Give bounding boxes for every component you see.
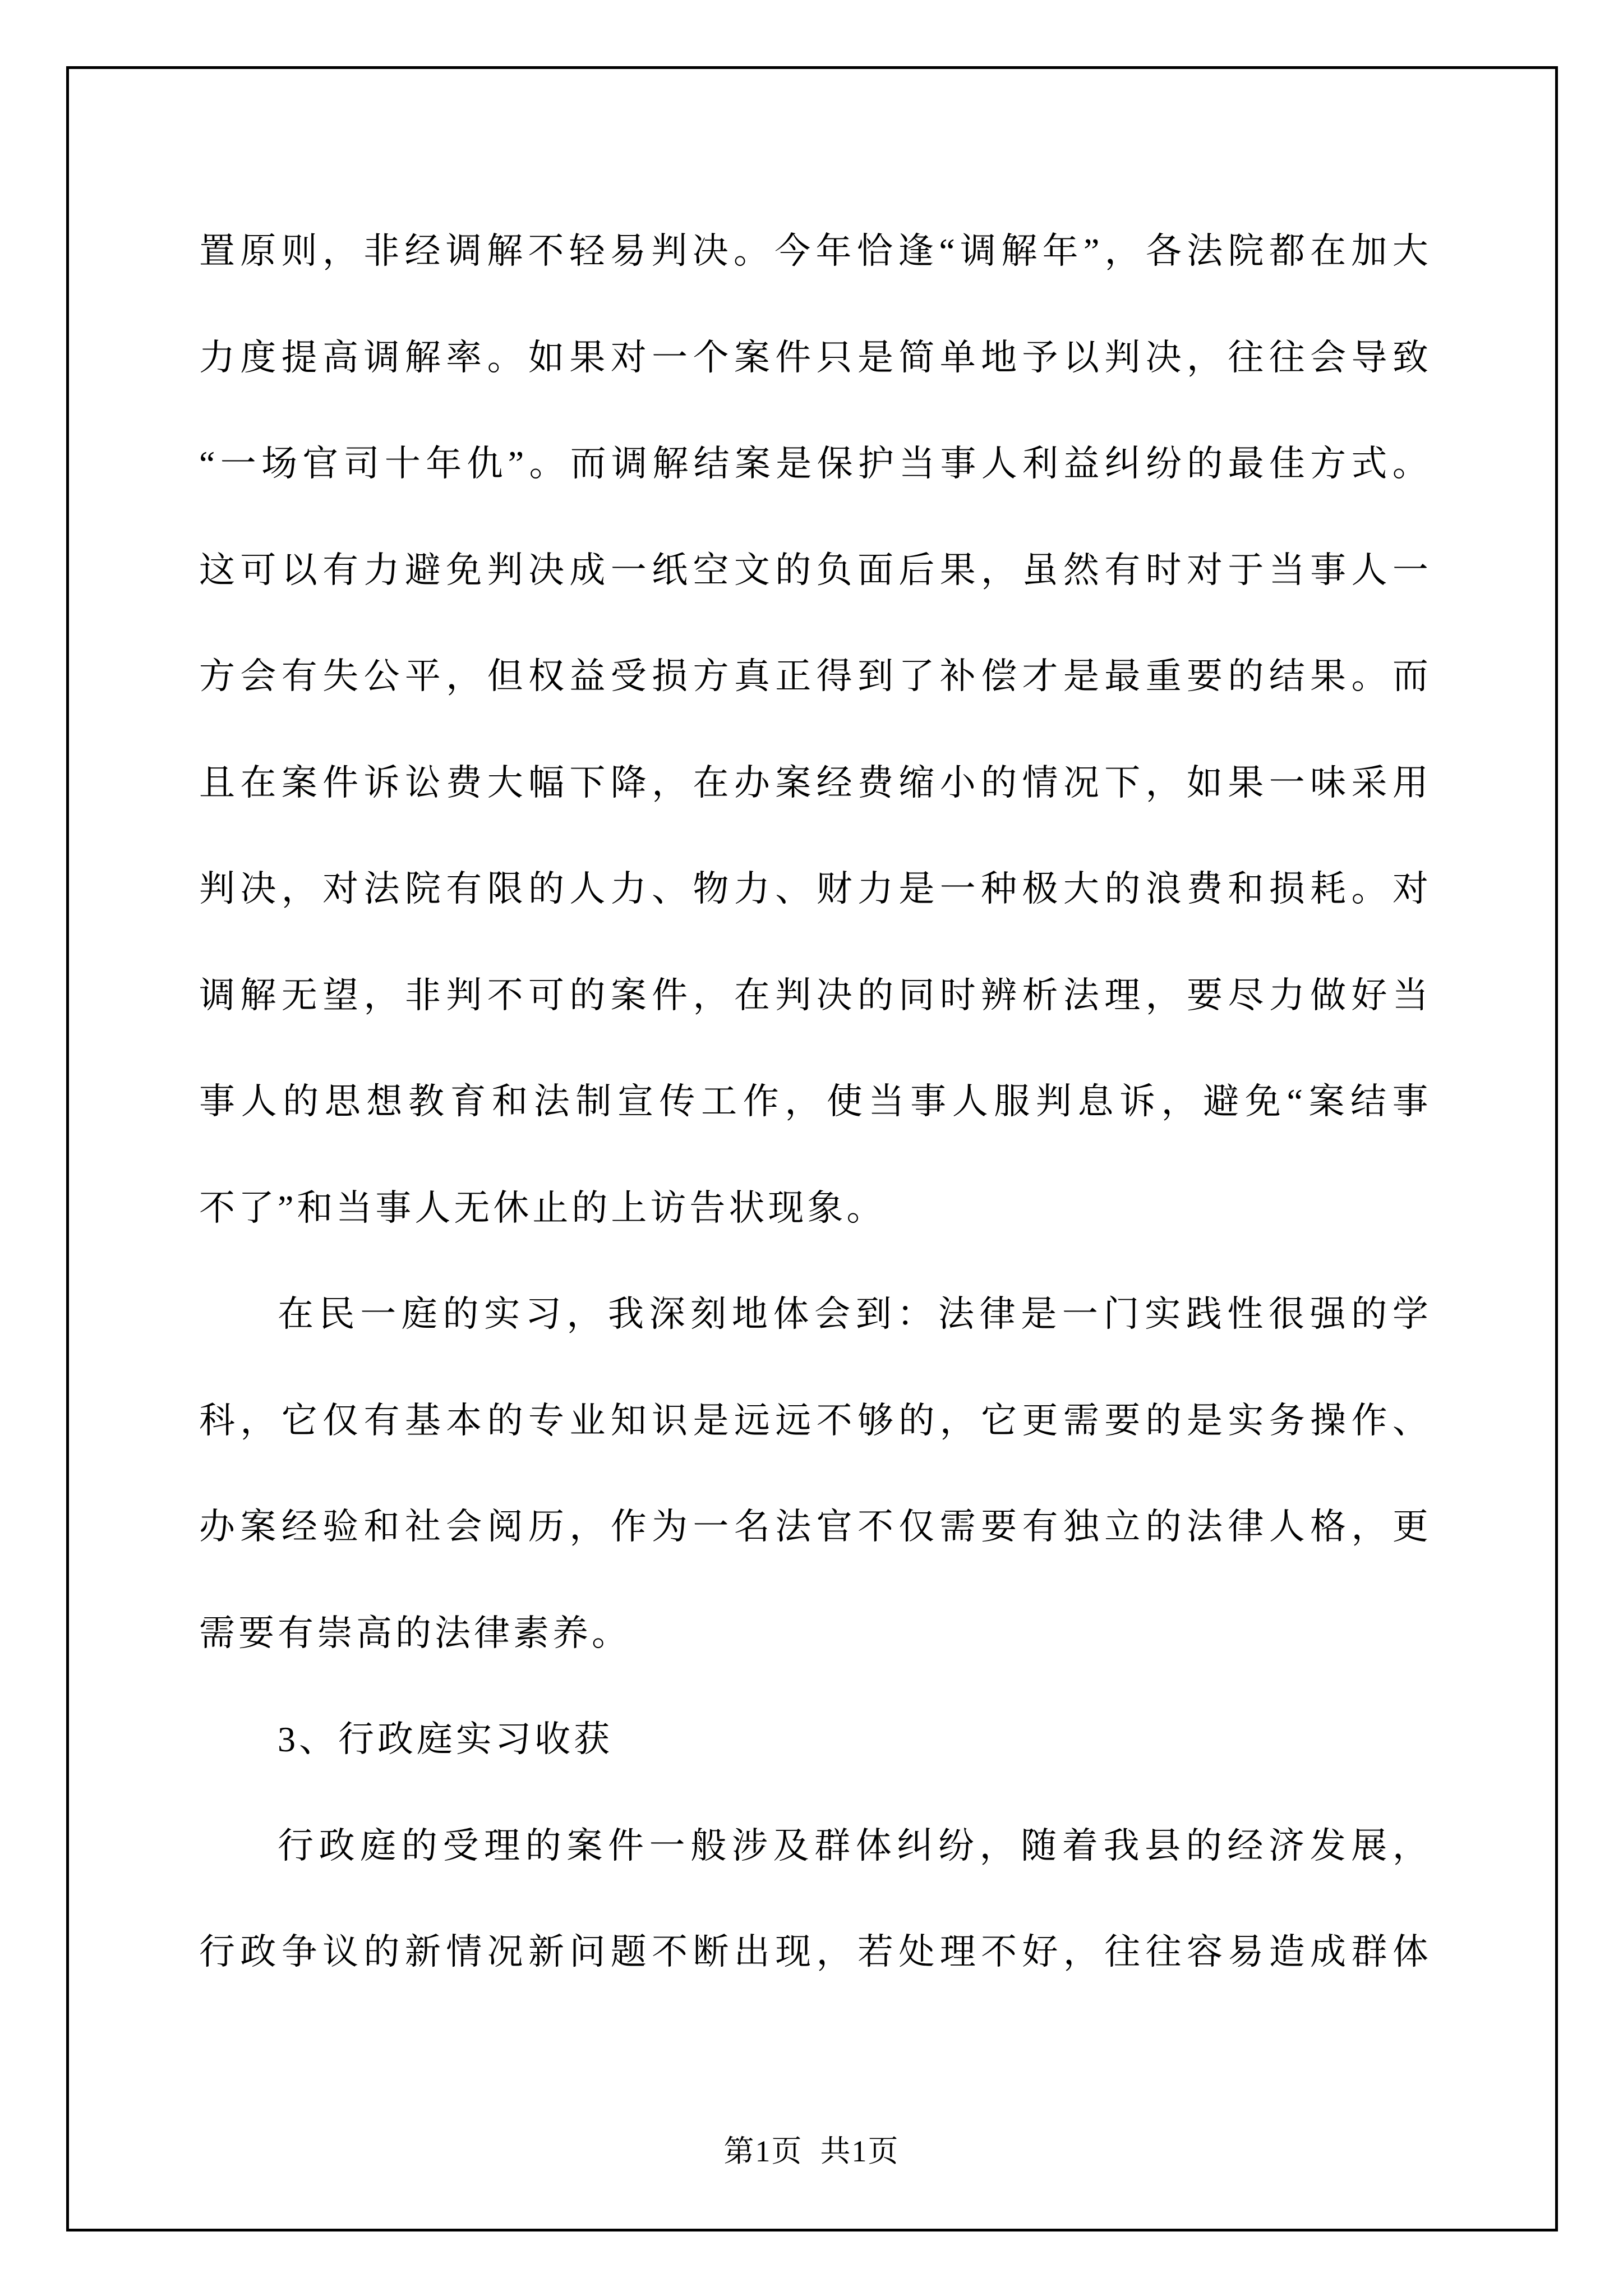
text-line: “ 一 场 官 司 十 年 仇 ” 。 而 调 解 结 案 是 保 护 当 事 人 利 益 纠 纷 的 最 佳 方 式 。	[199, 444, 1428, 484]
text-line: 在 民 一 庭 的 实 习 ， 我 深 刻 地 体 会 到 ： 法 律 是 一 门 实 践 性 很 强 的 学	[278, 1294, 1428, 1334]
text-line: 判 决 ， 对 法 院 有 限 的 人 力 、 物 力 、 财 力 是 一 种 极 大 的 浪 费 和 损 耗 。 对	[199, 869, 1428, 909]
text-line: 这 可 以 有 力 避 免 判 决 成 一 纸 空 文 的 负 面 后 果 ， 虽 然 有 时 对 于 当 事 人 一	[199, 550, 1428, 590]
section-heading-line: 3、行政庭实习收获	[278, 1719, 613, 1759]
text-line: 办 案 经 验 和 社 会 阅 历 ， 作 为 一 名 法 官 不 仅 需 要 有 独 立 的 法 律 人 格 ， 更	[199, 1507, 1428, 1547]
text-line: 不了”和当事人无休止的上访告状现象。	[199, 1188, 886, 1228]
text-line: 方 会 有 失 公 平 ， 但 权 益 受 损 方 真 正 得 到 了 补 偿 才 是 最 重 要 的 结 果 。 而	[199, 656, 1428, 696]
text-line: 行 政 庭 的 受 理 的 案 件 一 般 涉 及 群 体 纠 纷 ， 随 着 我 县 的 经 济 发 展 ，	[278, 1825, 1428, 1866]
text-line: 科 ， 它 仅 有 基 本 的 专 业 知 识 是 远 远 不 够 的 ， 它 更 需 要 的 是 实 务 操 作 、	[199, 1400, 1428, 1441]
text-line: 需要有崇高的法律素养。	[199, 1613, 631, 1653]
text-line: 置 原 则 ， 非 经 调 解 不 轻 易 判 决 。 今 年 恰 逢 “ 调 解 年 ” ， 各 法 院 都 在 加 大	[199, 231, 1428, 271]
page-number-footer: 第1页 共1页	[723, 2134, 900, 2168]
text-line: 调 解 无 望 ， 非 判 不 可 的 案 件 ， 在 判 决 的 同 时 辨 析 法 理 ， 要 尽 力 做 好 当	[199, 975, 1428, 1015]
text-line: 且 在 案 件 诉 讼 费 大 幅 下 降 ， 在 办 案 经 费 缩 小 的 情 况 下 ， 如 果 一 味 采 用	[199, 762, 1428, 803]
text-line: 行 政 争 议 的 新 情 况 新 问 题 不 断 出 现 ， 若 处 理 不 好 ， 往 往 容 易 造 成 群 体	[199, 1932, 1428, 1972]
text-line: 事 人 的 思 想 教 育 和 法 制 宣 传 工 作 ， 使 当 事 人 服 判 息 诉 ， 避 免 “ 案 结 事	[199, 1082, 1428, 1121]
text-line: 力 度 提 高 调 解 率 。 如 果 对 一 个 案 件 只 是 简 单 地 予 以 判 决 ， 往 往 会 导 致	[199, 337, 1428, 378]
body-text-block	[199, 198, 1428, 2005]
